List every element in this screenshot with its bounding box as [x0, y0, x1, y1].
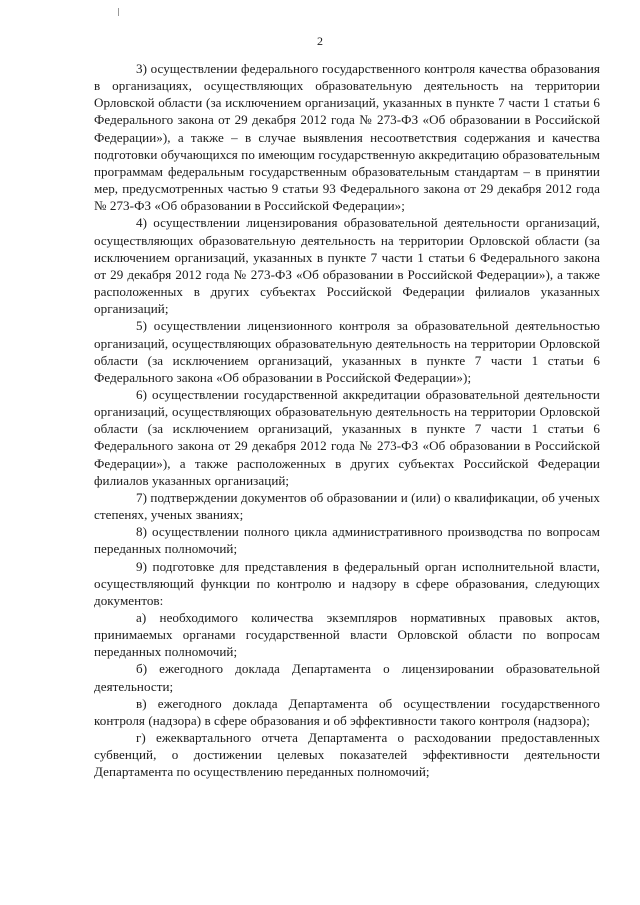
paragraph-item-8: 8) осуществлении полного цикла административного производства по вопросам переданных полномочий; — [94, 524, 600, 557]
subparagraph-b: б) ежегодного доклада Департамента о лицензировании образовательной деятельности; — [94, 661, 600, 694]
subparagraph-v: в) ежегодного доклада Департамента об осуществлении государственного контроля (надзора) в сфере образования и об эффективности такого контроля (надзора); — [94, 695, 600, 728]
scan-mark — [118, 8, 119, 16]
document-body — [94, 60, 600, 781]
paragraph-item-6: 6) осуществлении государственной аккредитации образовательной деятельности организаций, осуществляющих образовательную деятельность на территории Орловской области (за исключением организаций, указанных в пункте 7 части 1 статьи 6 Федерального закона от 29 декабря 2012 года № 273-ФЗ «Об образовании в Российской Федерации»), а также расположенных в других субъектах Российской Федерации филиалов указанных организаций; — [94, 386, 600, 488]
page-number: 2 — [317, 34, 323, 48]
paragraph-item-9: 9) подготовке для представления в федеральный орган исполнительной власти, осуществляющий функции по контролю и надзору в сфере образования, следующих документов: — [94, 558, 600, 608]
subparagraph-g: г) ежеквартального отчета Департамента о расходовании предоставленных субвенций, о достижении целевых показателей эффективности деятельности Департамента по осуществлению переданных полномочий; — [94, 730, 600, 780]
subparagraph-a: а) необходимого количества экземпляров нормативных правовых актов, принимаемых органами государственной власти Орловской области по вопросам переданных полномочий; — [94, 610, 600, 660]
paragraph-item-7: 7) подтверждении документов об образовании и (или) о квалификации, об ученых степенях, ученых званиях; — [94, 489, 600, 523]
paragraph-item-5: 5) осуществлении лицензионного контроля за образовательной деятельностью организаций, осуществляющих образовательную деятельность на территории Орловской области (за исключением организаций, указанных в пункте 7 части 1 статьи 6 Федерального закона «Об образовании в Российской Федерации»); — [94, 318, 600, 385]
paragraph-item-4: 4) осуществлении лицензирования образовательной деятельности организаций, осуществляющих образовательную деятельность на территории Орловской области (за исключением организаций, указанных в пункте 7 части 1 статьи 6 Федерального закона от 29 декабря 2012 года № 273-ФЗ «Об образовании в Российской Федерации»), а также расположенных в других субъектах Российской Федерации филиалов указанных организаций; — [94, 215, 600, 317]
paragraph-item-3: 3) осуществлении федерального государственного контроля качества образования в организациях, осуществляющих образовательную деятельность на территории Орловской области (за исключением организаций, указанных в пункте 7 части 1 статьи 6 Федерального закона от 29 декабря 2012 года № 273-ФЗ «Об образовании в Российской Федерации»), а также – в случае выявления несоответствия содержания и качества подготовки обучающихся по имеющим государственную аккредитацию образовательным программам федеральным государственным образовательным стандартам – в принятии мер, предусмотренных частью 9 статьи 93 Федерального закона от 29 декабря 2012 года № 273-ФЗ «Об образовании в Российской Федерации»; — [94, 61, 600, 214]
